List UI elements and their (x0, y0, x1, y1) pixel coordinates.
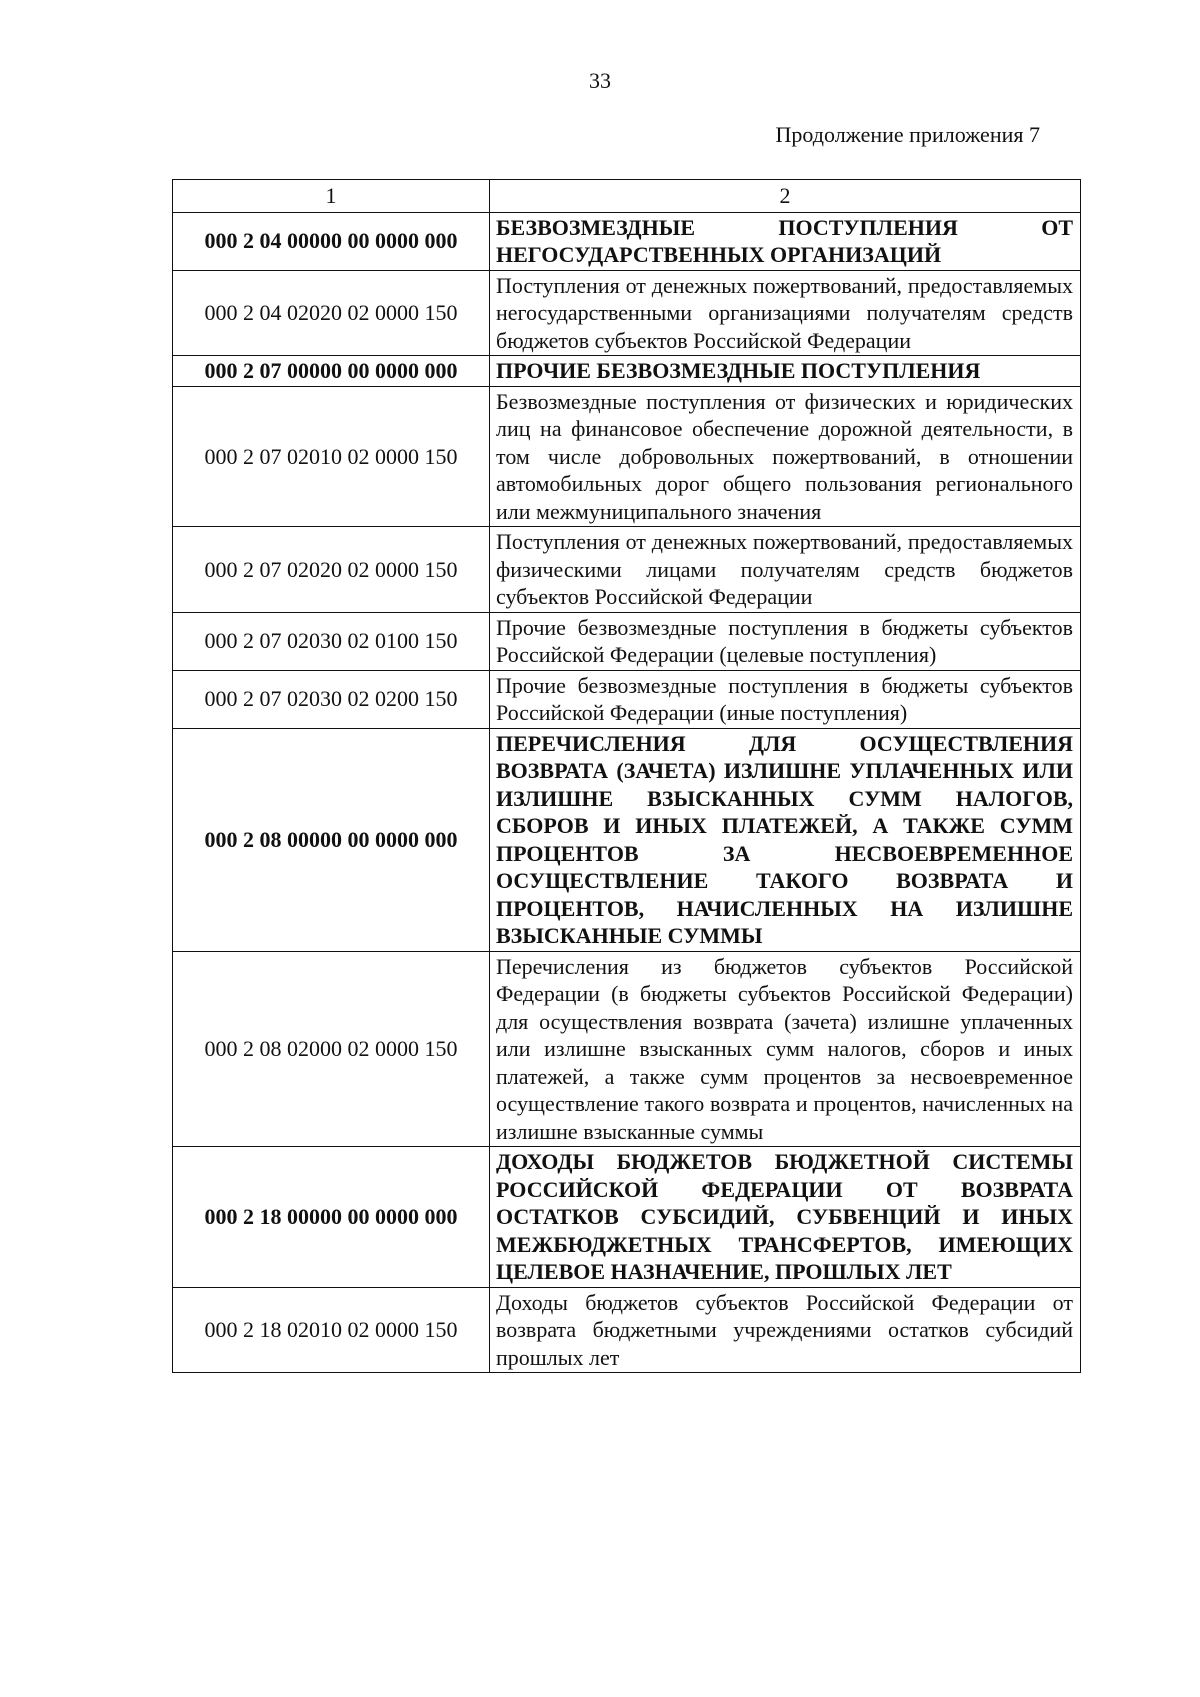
budget-code-cell: 000 2 04 02020 02 0000 150 (173, 270, 490, 356)
budget-code-cell: 000 2 08 02000 02 0000 150 (173, 951, 490, 1147)
budget-code-cell: 000 2 07 00000 00 0000 000 (173, 356, 490, 387)
revenue-description-cell: ПЕРЕЧИСЛЕНИЯ ДЛЯ ОСУЩЕСТВЛЕНИЯ ВОЗВРАТА (ЗАЧЕТА) ИЗЛИШНЕ УПЛАЧЕННЫХ ИЛИ ИЗЛИШНЕ ВЗЫСКАННЫХ СУММ НАЛОГОВ, СБОРОВ И ИНЫХ ПЛАТЕЖЕЙ, А ТАКЖЕ СУММ ПРОЦЕНТОВ ЗА НЕСВОЕВРЕМЕННОЕ ОСУЩЕСТВЛЕНИЕ ТАКОГО ВОЗВРАТА И ПРОЦЕНТОВ, НАЧИСЛЕННЫХ НА ИЗЛИШНЕ ВЗЫСКАННЫЕ СУММЫ (490, 728, 1081, 951)
table-row (173, 1287, 1081, 1373)
revenue-description-cell: Поступления от денежных пожертвований, предоставляемых негосударственными организациями получателям средств бюджетов субъектов Российской Федерации (490, 270, 1081, 356)
revenue-description-cell: Прочие безвозмездные поступления в бюджеты субъектов Российской Федерации (целевые поступления) (490, 612, 1081, 670)
budget-code-cell: 000 2 07 02030 02 0200 150 (173, 670, 490, 728)
table-row (173, 356, 1081, 387)
budget-code-cell: 000 2 18 00000 00 0000 000 (173, 1147, 490, 1288)
table-header-row (173, 180, 1081, 213)
revenue-description-cell: Перечисления из бюджетов субъектов Российской Федерации (в бюджеты субъектов Российской Федерации) для осуществления возврата (зачета) излишне уплаченных или излишне взысканных сумм налогов, сборов и иных платежей, а также сумм процентов за несвоевременное осуществление такого возврата и процентов, начисленных на излишне взысканные суммы (490, 951, 1081, 1147)
budget-classification-table (172, 179, 1081, 1373)
table-row (173, 951, 1081, 1147)
revenue-description-cell: БЕЗВОЗМЕЗДНЫЕ ПОСТУПЛЕНИЯ ОТ НЕГОСУДАРСТВЕННЫХ ОРГАНИЗАЦИЙ (490, 212, 1081, 270)
column-header-code: 1 (173, 180, 490, 213)
revenue-description-cell: ПРОЧИЕ БЕЗВОЗМЕЗДНЫЕ ПОСТУПЛЕНИЯ (490, 356, 1081, 387)
appendix-continuation-label: Продолжение приложения 7 (775, 122, 1040, 147)
revenue-description-cell: ДОХОДЫ БЮДЖЕТОВ БЮДЖЕТНОЙ СИСТЕМЫ РОССИЙСКОЙ ФЕДЕРАЦИИ ОТ ВОЗВРАТА ОСТАТКОВ СУБСИДИЙ, СУБВЕНЦИЙ И ИНЫХ МЕЖБЮДЖЕТНЫХ ТРАНСФЕРТОВ, ИМЕЮЩИХ ЦЕЛЕВОЕ НАЗНАЧЕНИЕ, ПРОШЛЫХ ЛЕТ (490, 1147, 1081, 1288)
table-row (173, 728, 1081, 951)
table-row (173, 612, 1081, 670)
table-row (173, 1147, 1081, 1288)
budget-code-cell: 000 2 07 02020 02 0000 150 (173, 527, 490, 613)
table-row (173, 212, 1081, 270)
table-body (173, 212, 1081, 1373)
revenue-description-cell: Безвозмездные поступления от физических и юридических лиц на финансовое обеспечение дорожной деятельности, в том числе добровольных пожертвований, в отношении автомобильных дорог общего пользования регионального или межмуниципального значения (490, 386, 1081, 527)
budget-code-cell: 000 2 07 02010 02 0000 150 (173, 386, 490, 527)
revenue-description-cell: Доходы бюджетов субъектов Российской Федерации от возврата бюджетными учреждениями остатков субсидий прошлых лет (490, 1287, 1081, 1373)
table-row (173, 670, 1081, 728)
table-row (173, 527, 1081, 613)
column-header-description: 2 (490, 180, 1081, 213)
revenue-description-cell: Прочие безвозмездные поступления в бюджеты субъектов Российской Федерации (иные поступления) (490, 670, 1081, 728)
table-row (173, 386, 1081, 527)
budget-code-cell: 000 2 08 00000 00 0000 000 (173, 728, 490, 951)
page-number: 33 (589, 68, 611, 93)
budget-code-cell: 000 2 07 02030 02 0100 150 (173, 612, 490, 670)
budget-code-cell: 000 2 18 02010 02 0000 150 (173, 1287, 490, 1373)
table-row (173, 270, 1081, 356)
budget-code-cell: 000 2 04 00000 00 0000 000 (173, 212, 490, 270)
revenue-description-cell: Поступления от денежных пожертвований, предоставляемых физическими лицами получателям средств бюджетов субъектов Российской Федерации (490, 527, 1081, 613)
